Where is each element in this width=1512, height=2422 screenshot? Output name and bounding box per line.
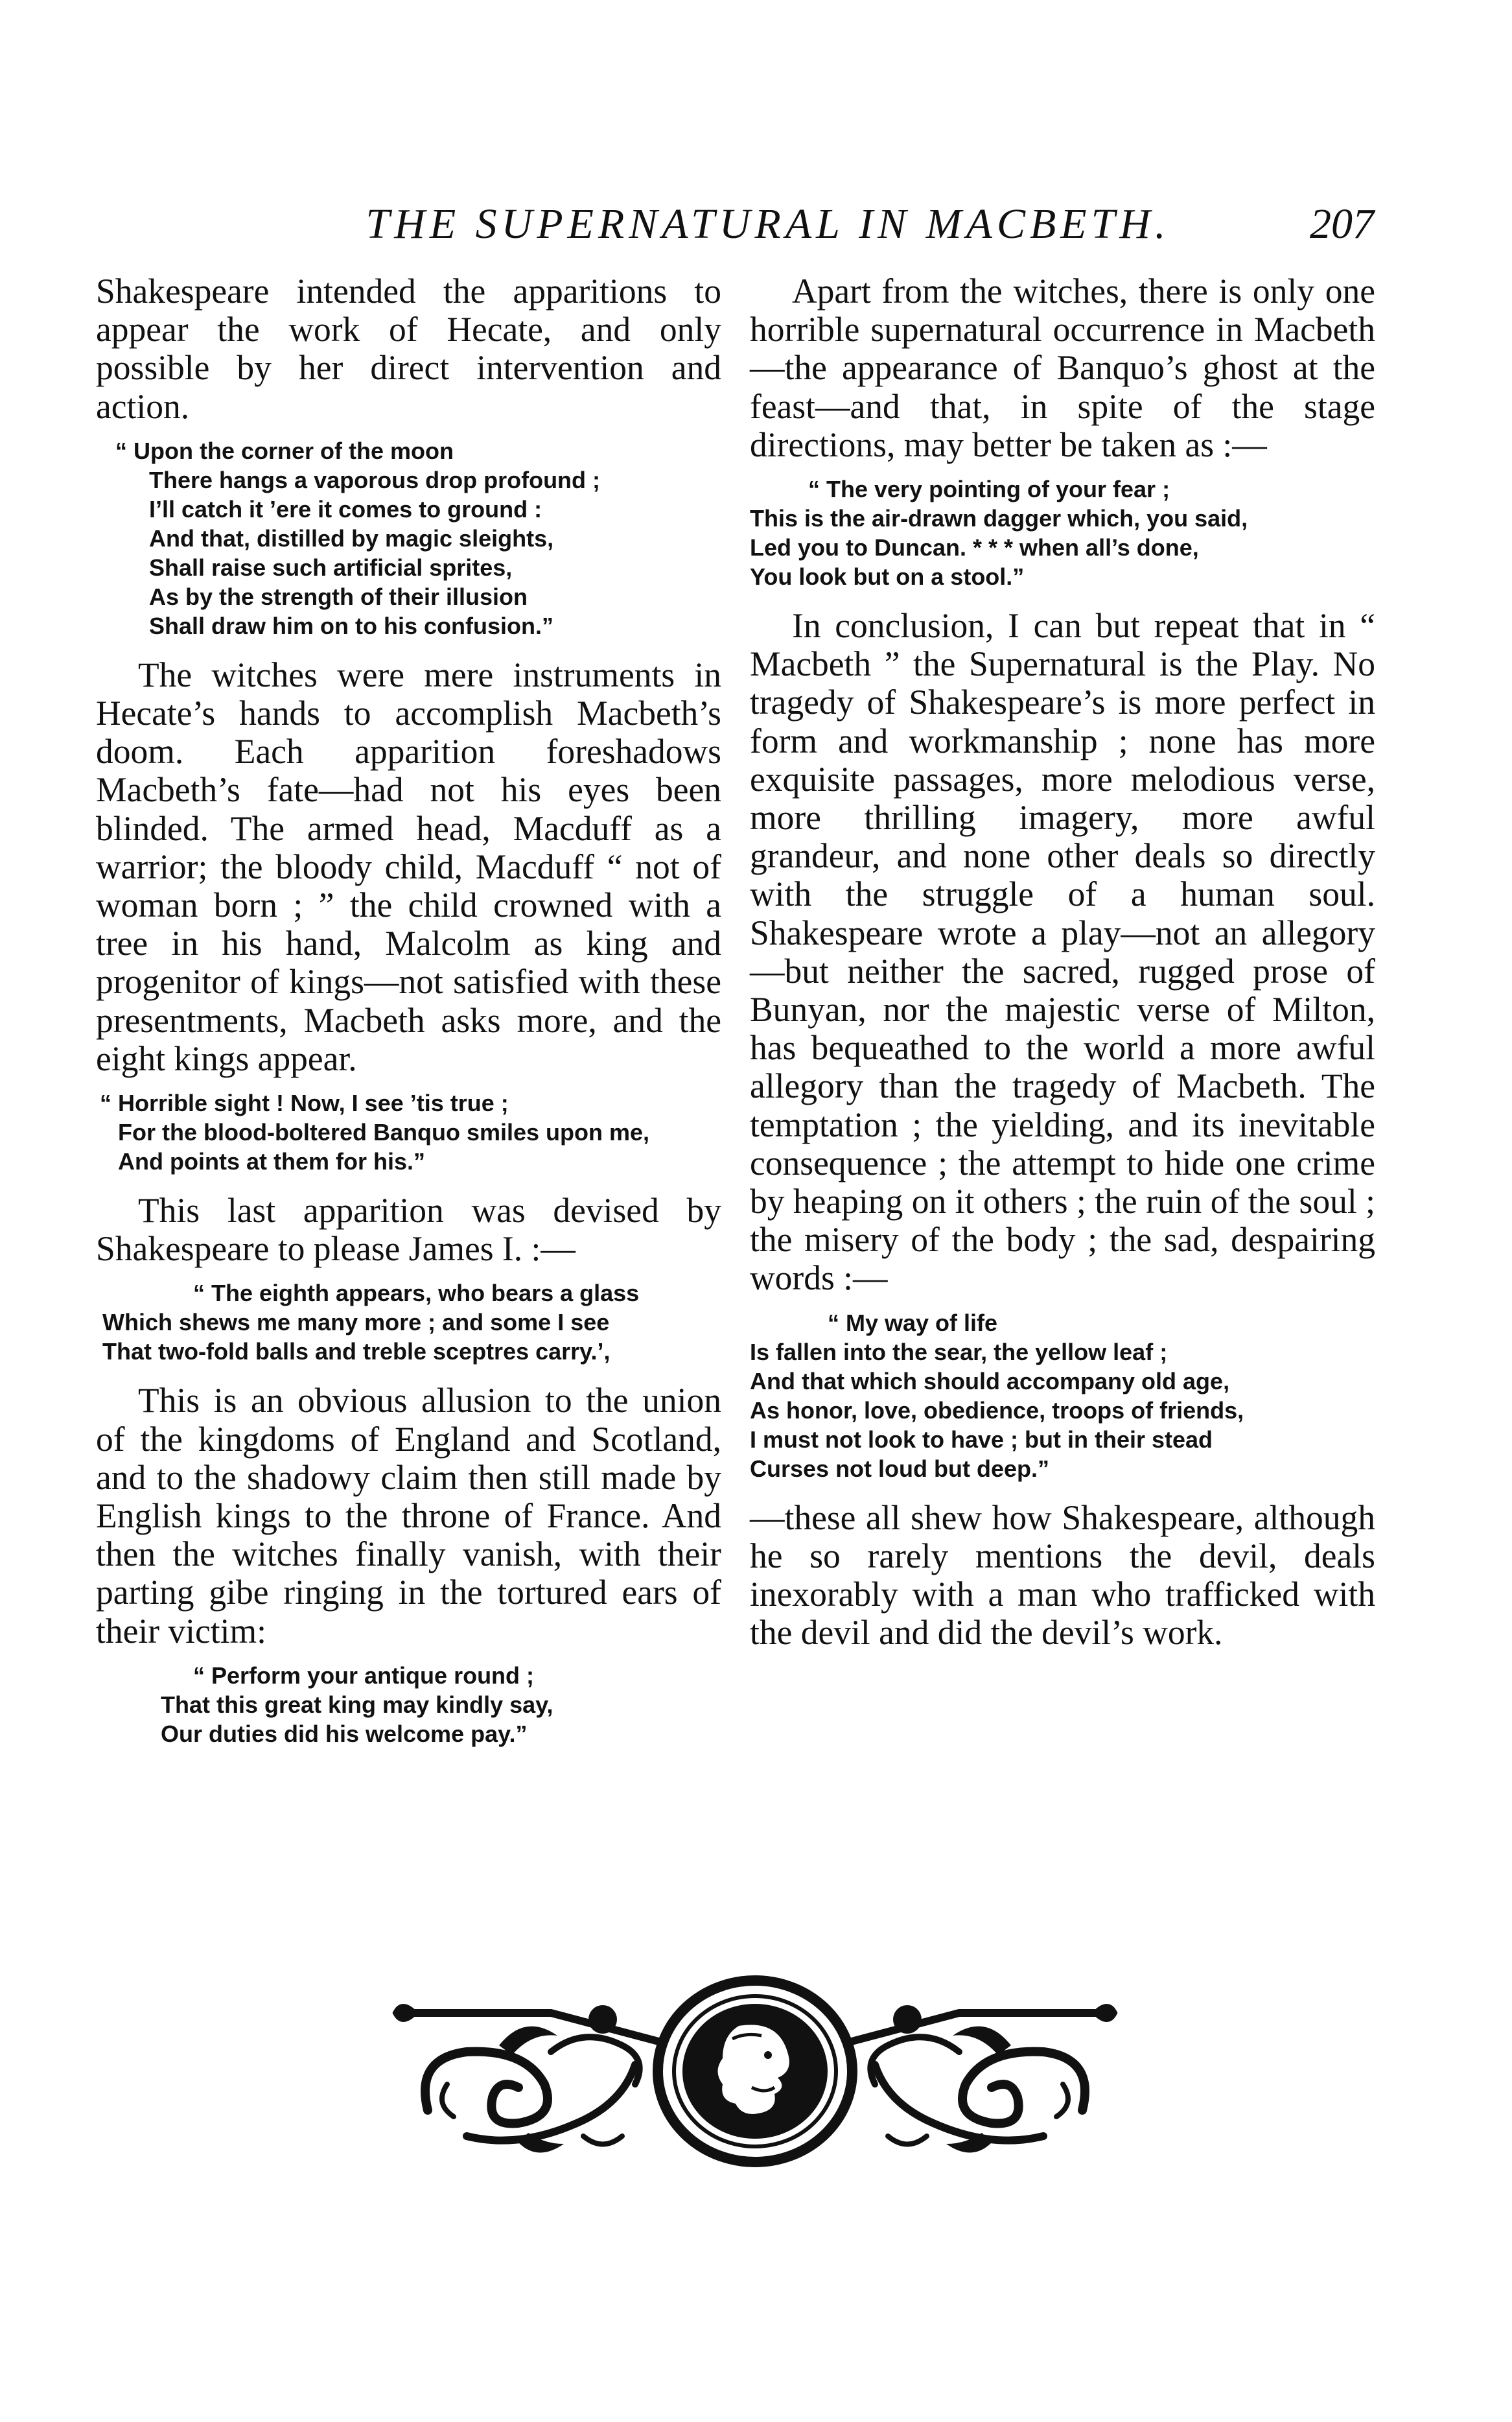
verse-line: That this great king may kindly say, <box>161 1691 553 1718</box>
decorative-tailpiece-ornament <box>389 1974 1121 2169</box>
verse-line: As by the strength of their illusion <box>149 583 528 610</box>
verse-line: I’ll catch it ’ere it comes to ground : <box>149 495 542 523</box>
running-header <box>91 192 1374 257</box>
verse-line: Shall draw him on to his confusion.” <box>149 612 554 639</box>
verse-quote <box>96 1661 721 1748</box>
verse-line: Curses not loud but deep.” <box>750 1455 1050 1482</box>
verse-line: Shall raise such artificial sprites, <box>149 554 513 581</box>
paragraph: This is an obvious allusion to the union of the kingdoms of England and Scotland, and to the shadowy claim then still made by English kings to the throne of France. And then the witches finally vanish, with their parting gibe ringing in the tortured ears of their victim: <box>96 1381 721 1651</box>
verse-line: Which shews me many more ; and some I see <box>102 1309 610 1336</box>
paragraph: In conclusion, I can but repeat that in “ Macbeth ” the Supernatural is the Play. No tragedy of Shakespeare’s is more perfect in form and workmanship ; none has more exquisite passages, more melodious verse, more thrilling imagery, more awful grandeur, and none other deals so directly with the struggle of a human soul. Shakespeare wrote a play—not an allegory—but neither the sacred, rugged prose of Bunyan, nor the majestic verse of Milton, has bequeathed to the world a more awful allegory than the tragedy of Macbeth. The temptation ; the yielding, and its inevitable consequence ; the attempt to hide one crime by heaping on it others ; the ruin of the soul ; the misery of the body ; the sad, despairing words :— <box>750 606 1375 1298</box>
verse-line: As honor, love, obedience, troops of friends, <box>750 1396 1244 1424</box>
running-title: THE SUPERNATURAL IN MACBETH. <box>366 200 1170 248</box>
verse-line: For the blood-boltered Banquo smiles upon me, <box>118 1119 650 1146</box>
paragraph: The witches were mere instruments in Hecate’s hands to accomplish Macbeth’s doom. Each apparition foreshadows Macbeth’s fate—had not his eyes been blinded. The armed head, Macduff as a warrior; the bloody child, Macduff “ not of woman born ; ” the child crowned with a tree in his hand, Malcolm as king and progenitor of kings—not satisfied with these presentments, Macbeth asks more, and the eight kings appear. <box>96 655 721 1078</box>
verse-quote <box>96 436 721 641</box>
verse-line: You look but on a stool.” <box>750 563 1025 591</box>
verse-line: And that which should accompany old age, <box>750 1367 1230 1394</box>
verse-quote <box>750 475 1375 591</box>
paragraph: This last apparition was devised by Shakespeare to please James I. :— <box>96 1191 721 1269</box>
verse-quote <box>96 1088 721 1176</box>
paragraph: Shakespeare intended the apparitions to appear the work of Hecate, and only possible by her direct intervention and action. <box>96 272 721 426</box>
right-column <box>750 272 1375 1652</box>
verse-line: “ The eighth appears, who bears a glass <box>193 1280 640 1307</box>
verse-line: “ Horrible sight ! Now, I see ’tis true ; <box>100 1090 509 1117</box>
verse-line: I must not look to have ; but in their stead <box>750 1426 1213 1453</box>
verse-quote <box>750 1308 1375 1483</box>
verse-quote <box>96 1278 721 1366</box>
verse-line: “ Perform your antique round ; <box>193 1662 535 1689</box>
left-column <box>96 272 721 1764</box>
verse-line: This is the air-drawn dagger which, you said, <box>750 505 1248 532</box>
verse-line: That two-fold balls and treble sceptres carry.’, <box>102 1338 611 1365</box>
verse-line: And that, distilled by magic sleights, <box>149 524 554 552</box>
verse-line: “ The very pointing of your fear ; <box>808 476 1170 503</box>
page-number: 207 <box>1310 200 1374 248</box>
verse-line: And points at them for his.” <box>118 1148 425 1175</box>
paragraph: —these all shew how Shakespeare, although he so rarely mentions the devil, deals inexorably with a man who trafficked with the devil and did the devil’s work. <box>750 1498 1375 1652</box>
verse-line: Is fallen into the sear, the yellow leaf ; <box>750 1338 1168 1365</box>
verse-line: Led you to Duncan. * * * when all’s done, <box>750 534 1199 561</box>
verse-line: “ Upon the corner of the moon <box>115 437 454 464</box>
verse-line: Our duties did his welcome pay.” <box>161 1720 528 1747</box>
verse-line: “ My way of life <box>828 1309 998 1336</box>
paragraph: Apart from the witches, there is only one horrible supernatural occurrence in Macbeth—the appearance of Banquo’s ghost at the feast—and that, in spite of the stage directions, may better be taken as :— <box>750 272 1375 464</box>
verse-line: There hangs a vaporous drop profound ; <box>149 466 601 493</box>
